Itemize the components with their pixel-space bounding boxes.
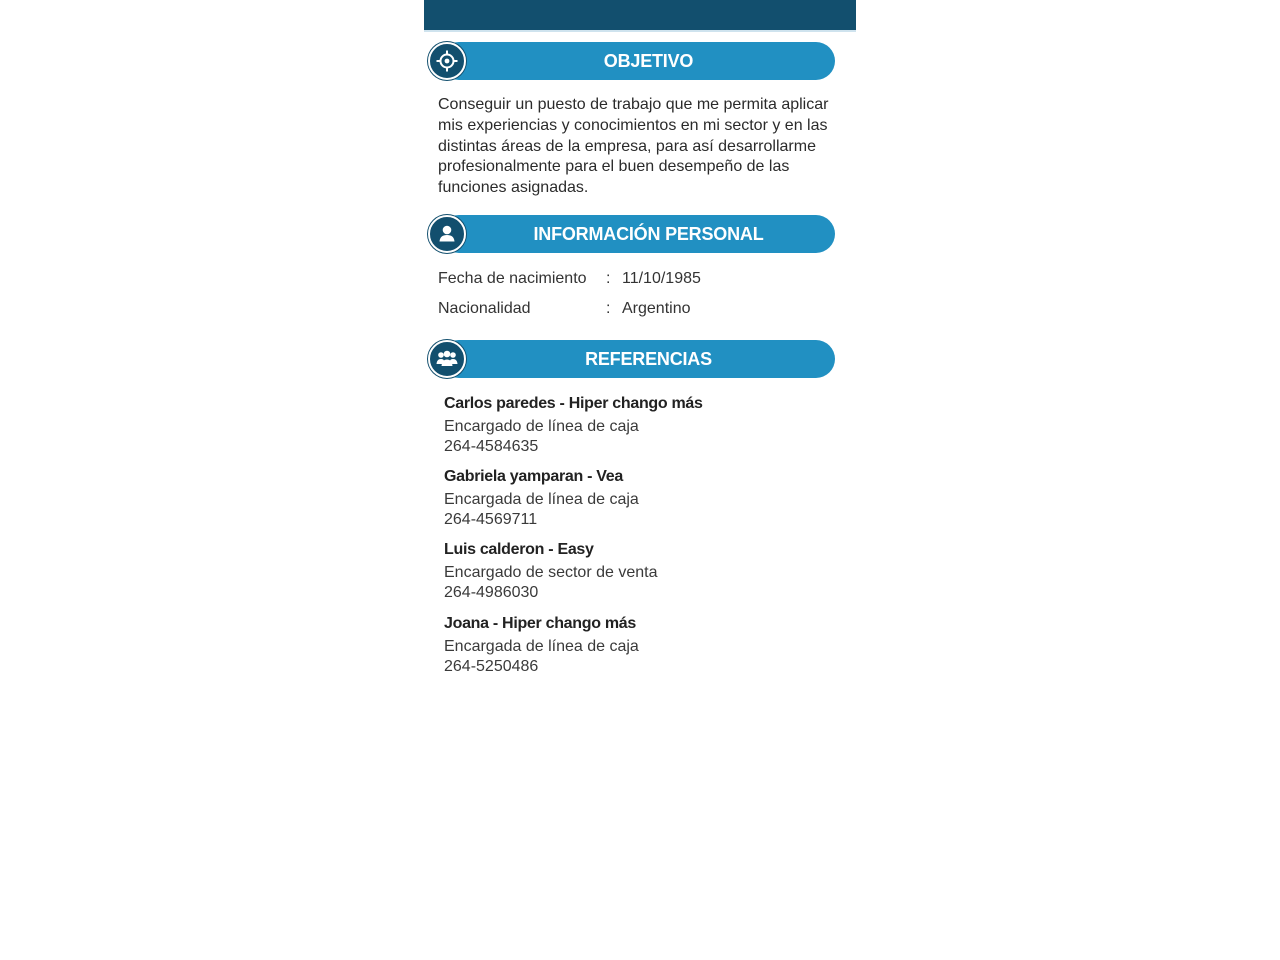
reference-item xyxy=(444,394,844,457)
reference-phone: 264-4584635 xyxy=(444,438,539,455)
objective-text: Conseguir un puesto de trabajo que me permita aplicar mis experiencias y conocimientos en mi sector y en las distintas áreas de la empresa, para así desarrollarme profesionalmente para el buen desempeño de las funciones asignadas. xyxy=(438,96,829,197)
reference-name: Carlos paredes - Hiper chango más xyxy=(444,395,703,412)
reference-name: Gabriela yamparan - Vea xyxy=(444,468,623,485)
objective-header xyxy=(428,42,835,80)
references-header xyxy=(428,340,835,378)
personal-info-title: INFORMACIÓN PERSONAL xyxy=(533,224,764,244)
reference-role: Encargado de línea de caja xyxy=(444,418,639,435)
references-header-pill xyxy=(440,340,835,378)
reference-phone: 264-5250486 xyxy=(444,658,539,675)
birthdate-value: 11/10/1985 xyxy=(622,270,701,287)
references-title: REFERENCIAS xyxy=(585,349,712,369)
reference-name: Joana - Hiper chango más xyxy=(444,615,636,632)
personal-info-header-pill xyxy=(440,215,835,253)
objective-header-pill xyxy=(440,42,835,80)
reference-role: Encargada de línea de caja xyxy=(444,638,639,655)
target-icon xyxy=(428,42,466,80)
reference-item xyxy=(444,614,844,677)
personal-info-header xyxy=(428,215,835,253)
birthdate-separator: : xyxy=(606,270,611,287)
reference-phone: 264-4569711 xyxy=(444,511,538,528)
reference-role: Encargado de sector de venta xyxy=(444,564,658,581)
nationality-value: Argentino xyxy=(622,300,691,317)
reference-phone: 264-4986030 xyxy=(444,584,539,601)
reference-item xyxy=(444,540,844,603)
birthdate-label: Fecha de nacimiento xyxy=(438,270,587,287)
nationality-label: Nacionalidad xyxy=(438,300,531,317)
objective-title: OBJETIVO xyxy=(603,51,694,71)
birthdate-row xyxy=(438,269,836,289)
group-icon xyxy=(428,340,466,378)
reference-name: Luis calderon - Easy xyxy=(444,541,594,558)
top-bar-divider xyxy=(424,30,856,32)
reference-item xyxy=(444,467,844,530)
reference-role: Encargada de línea de caja xyxy=(444,491,639,508)
nationality-row xyxy=(438,299,836,319)
nationality-separator: : xyxy=(606,300,611,317)
top-bar xyxy=(424,0,856,30)
resume-page xyxy=(424,0,856,960)
user-icon xyxy=(428,215,466,253)
